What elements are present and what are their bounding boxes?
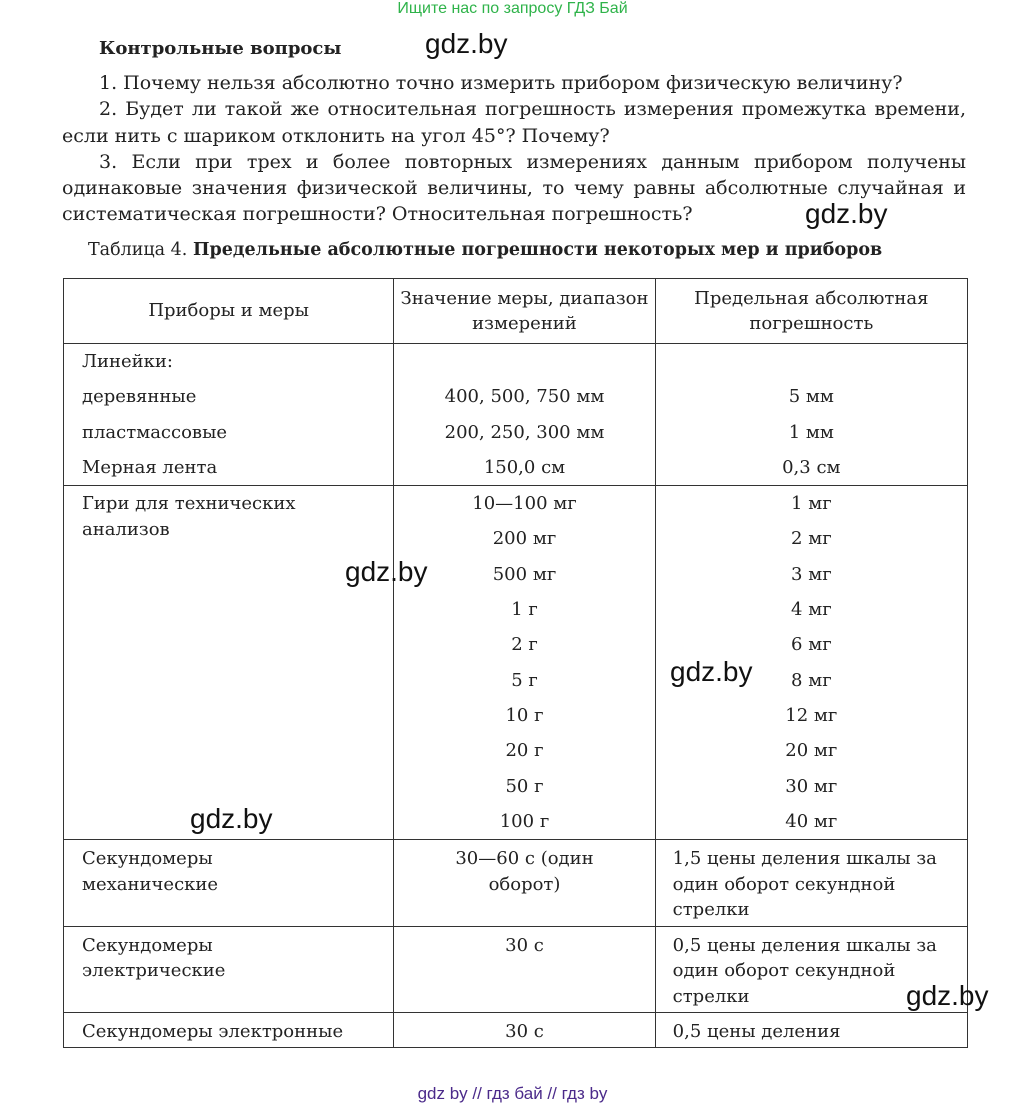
footer-links[interactable]: gdz by // гдз бай // гдз by	[417, 1084, 608, 1103]
ruler-name: Мерная лента	[82, 456, 218, 478]
weight-range: 2 г	[511, 634, 538, 656]
question-2: 2. Будет ли такой же относительная погрешность измерения промежутка времени, если нить с шариком отклонить на угол 45°? Почему?	[62, 98, 966, 147]
weight-error: 30 мг	[785, 775, 838, 797]
weight-error: 4 мг	[791, 599, 832, 621]
stopwatch-digital-error: 0,5 цены деления	[655, 1013, 967, 1048]
weight-error: 20 мг	[785, 740, 838, 762]
weight-range: 200 мг	[492, 528, 557, 550]
ruler-range: 150,0 см	[483, 456, 566, 478]
table-caption	[88, 240, 882, 260]
stopwatch-mech-error: 1,5 цены деления шкалы за один оборот секундной стрелки	[655, 840, 967, 927]
stopwatch-digital-range: 30 с	[394, 1013, 655, 1048]
search-banner[interactable]: Ищите нас по запросу ГДЗ Бай	[397, 0, 628, 17]
stopwatch-mech-range: 30—60 с (один оборот)	[394, 840, 655, 927]
ruler-range: 200, 250, 300 мм	[444, 421, 605, 443]
question-1: 1. Почему нельзя абсолютно точно измерить прибором физическую величину?	[99, 72, 903, 94]
weight-error: 2 мг	[791, 528, 832, 550]
weight-range: 20 г	[505, 740, 544, 762]
ruler-error: 1 мм	[788, 421, 834, 443]
table-row-rulers	[64, 344, 968, 486]
weight-error: 6 мг	[791, 634, 832, 656]
ruler-error: 0,3 см	[782, 456, 841, 478]
ruler-name: пластмассовые	[82, 421, 228, 443]
watermark: gdz.by	[425, 28, 508, 59]
watermark: gdz.by	[345, 556, 428, 587]
errors-table	[63, 278, 968, 1048]
stopwatch-mech-name: Секундомеры механические	[64, 840, 394, 927]
weight-error: 8 мг	[791, 669, 832, 691]
section-heading: Контрольные вопросы	[99, 38, 342, 59]
weight-range: 10 г	[505, 704, 544, 726]
watermark: gdz.by	[670, 656, 753, 687]
table-row-stopwatch-elec	[64, 926, 968, 1013]
header-range: Значение меры, диапазон измерений	[394, 279, 655, 344]
weight-error: 12 мг	[785, 704, 838, 726]
weight-range: 5 г	[511, 669, 538, 691]
table-row-weights	[64, 486, 968, 840]
rulers-title: Линейки:	[82, 351, 173, 372]
weight-range: 50 г	[505, 775, 544, 797]
weight-error: 3 мг	[791, 563, 832, 585]
weight-range: 500 мг	[492, 563, 557, 585]
stopwatch-elec-range: 30 с	[394, 926, 655, 1013]
table-row-stopwatch-digital	[64, 1013, 968, 1048]
stopwatch-elec-error: 0,5 цены деления шкалы за один оборот секундной стрелки	[655, 926, 967, 1013]
weight-error: 1 мг	[791, 493, 832, 515]
watermark: gdz.by	[805, 198, 888, 229]
table-header-row	[64, 279, 968, 344]
weight-range: 1 г	[511, 599, 538, 621]
table-row-stopwatch-mech	[64, 840, 968, 927]
weight-error: 40 мг	[785, 810, 838, 832]
stopwatch-digital-name: Секундомеры электронные	[64, 1013, 394, 1048]
watermark: gdz.by	[906, 980, 989, 1011]
ruler-name: деревянные	[82, 386, 197, 408]
table-caption-prefix: Таблица 4.	[88, 240, 188, 260]
ruler-error: 5 мм	[788, 386, 834, 408]
watermark: gdz.by	[190, 803, 273, 834]
header-error: Предельная абсолютная погрешность	[655, 279, 967, 344]
weight-range: 10—100 мг	[472, 493, 577, 515]
table-caption-title: Предельные абсолютные погрешности некоторых мер и приборов	[192, 240, 883, 260]
ruler-range: 400, 500, 750 мм	[444, 386, 605, 408]
weights-name: Гири для технических анализов	[64, 486, 394, 840]
weight-range: 100 г	[499, 810, 550, 832]
question-3: 3. Если при трех и более повторных измерениях данным прибором получены одинаковые значения физической величины, то чему равны абсолютные случайная и систематическая погрешности? Относительная погрешность?	[62, 150, 966, 226]
stopwatch-elec-name: Секундомеры электрические	[64, 926, 394, 1013]
header-instruments: Приборы и меры	[64, 279, 394, 344]
